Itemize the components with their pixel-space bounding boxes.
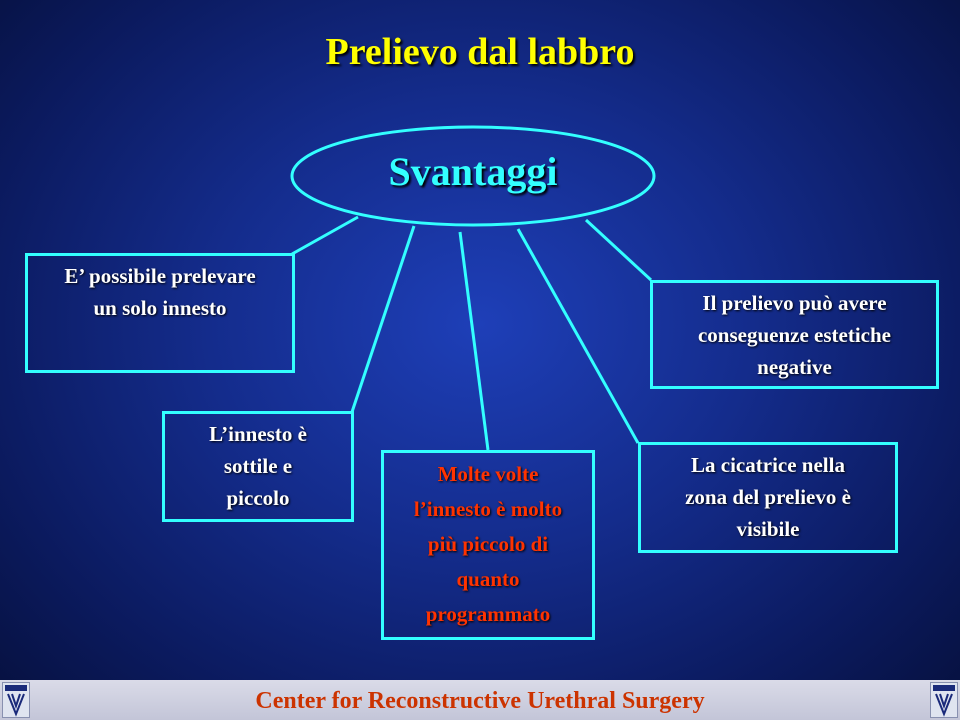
box-smaller-graft xyxy=(381,450,595,640)
logo-left-icon xyxy=(2,682,30,718)
box-visible-scar xyxy=(638,442,898,553)
connector-b4 xyxy=(518,229,638,443)
footer-text: Center for Reconstructive Urethral Surgery xyxy=(255,688,705,714)
box-thin-graft-text: L’innesto è sottile e piccolo xyxy=(209,422,307,510)
slide-title: Prelievo dal labbro xyxy=(325,31,635,73)
box-thin-graft xyxy=(162,411,354,522)
box-visible-scar-text: La cicatrice nella zona del prelievo è visibile xyxy=(685,453,851,541)
footer-bar xyxy=(0,680,960,720)
box-smaller-graft-text: Molte volte l’innesto è molto più piccolo di quanto programmato xyxy=(413,462,563,626)
connector-b2 xyxy=(352,226,414,412)
connector-b1 xyxy=(292,217,358,254)
box-aesthetic xyxy=(650,280,939,389)
center-node-label: Svantaggi xyxy=(388,149,558,194)
box-single-graft xyxy=(25,253,295,373)
connector-b5 xyxy=(586,220,651,280)
box-aesthetic-text: Il prelievo può avere conseguenze estetiche negative xyxy=(697,291,892,379)
logo-right-icon xyxy=(930,682,958,718)
box-single-graft-text: E’ possibile prelevare un solo innesto xyxy=(64,264,256,320)
connector-b3 xyxy=(460,232,488,450)
